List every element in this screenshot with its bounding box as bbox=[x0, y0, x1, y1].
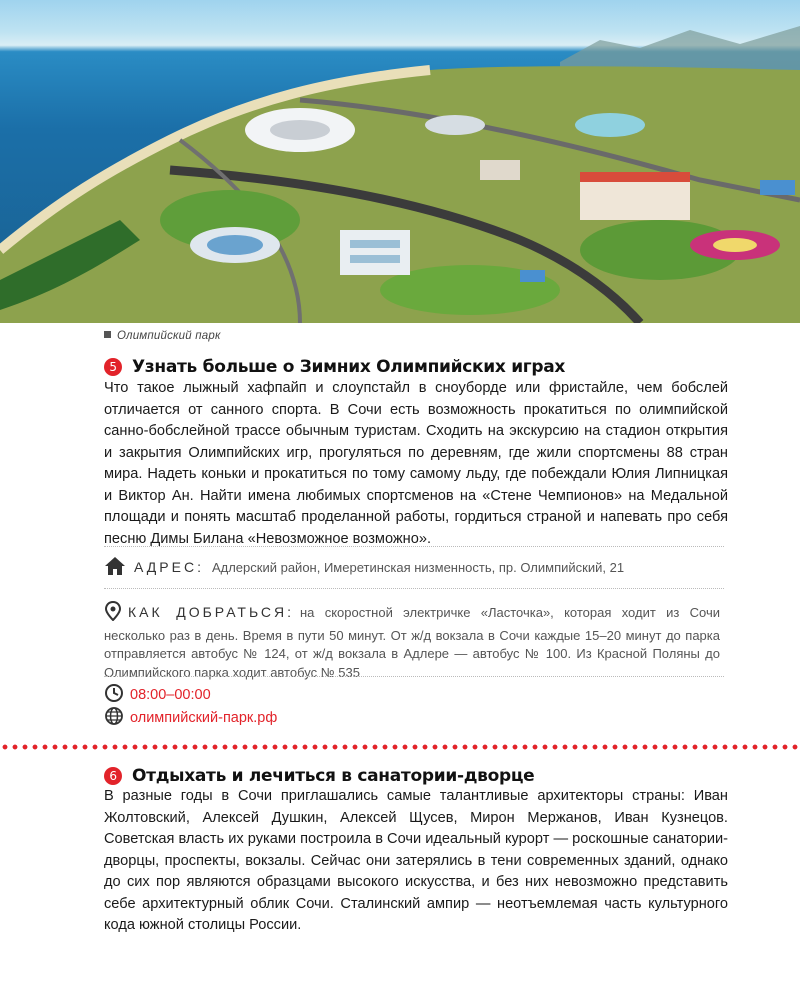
section-6-heading bbox=[104, 766, 534, 786]
hours-row bbox=[104, 683, 211, 707]
divider bbox=[104, 588, 724, 589]
section-6-number-badge: 6 bbox=[104, 767, 122, 785]
section-5-body bbox=[104, 378, 728, 550]
section-6-paragraph: В разные годы в Сочи приглашались самые талантливые архитекторы страны: Иван Жолтовский, Алексей Душкин, Алексей Щусев, Мирон Мержанов, Иван Кузнецов. Советская власть их руками построила в Сочи идеальный курорт — роскошные санатории-дворцы, проспекты, вокзалы. Сейчас они затерялись в тени современных зданий, однако до сих пор являются образцами высокого искусства, и без них невозможно представить себе архитектурный облик Сочи. Сталинский ампир — неотъемлемая часть культурного кода южной столицы России. bbox=[104, 788, 728, 933]
photo-caption bbox=[104, 330, 221, 342]
globe-icon bbox=[104, 706, 124, 730]
aerial-illustration bbox=[0, 0, 800, 323]
hours-value: 08:00–00:00 bbox=[130, 687, 211, 703]
olympic-park-photo bbox=[0, 0, 800, 323]
address-row bbox=[104, 556, 624, 579]
divider bbox=[104, 676, 724, 677]
address-label: АДРЕС: bbox=[134, 559, 204, 575]
how-label: КАК ДОБРАТЬСЯ: bbox=[128, 604, 294, 620]
section-5-title: Узнать больше о Зимних Олимпийских играх bbox=[132, 357, 566, 377]
address-value: Адлерский район, Имеретинская низменность, пр. Олимпийский, 21 bbox=[211, 560, 625, 575]
website-link[interactable]: олимпийский-парк.рф bbox=[130, 710, 278, 726]
caption-square-icon bbox=[104, 331, 111, 338]
section-5-number-badge: 5 bbox=[104, 358, 122, 376]
section-5-heading bbox=[104, 357, 565, 377]
section-6-title: Отдыхать и лечиться в санатории-дворце bbox=[132, 766, 535, 786]
dotted-section-divider bbox=[0, 743, 800, 751]
how-value: на скоростной электричке «Ласточка», которая ходит из Сочи несколько раз в день. Время в пути 50 минут. От ж/д вокзала в Сочи каждые 15–20 минут до парка отправляется автобус № 124, от ж/д вокзала в Адлере — автобус № 100. Из Красной Поляны до Олимпийского парка ходит автобус № 535 bbox=[104, 605, 720, 680]
how-to-get-block bbox=[104, 601, 720, 682]
divider bbox=[104, 546, 724, 547]
location-pin-icon bbox=[104, 601, 122, 627]
home-icon bbox=[104, 556, 126, 579]
section-6-body bbox=[104, 786, 728, 937]
section-5-paragraph: Что такое лыжный хафпайп и слоупстайл в сноуборде или фристайле, чем бобслей отличается от санного спорта. В Сочи есть возможность прокатиться по олимпийской санно-бобслейной трассе обычным туристам. Сходить на экскурсию на стадион открытия и закрытия Олимпийских игр, прогуляться по деревням, где жили спортсмены 88 стран мира. Надеть коньки и прокатиться по тому самому льду, где побеждали Юлия Липницкая и Виктор Ан. Найти имена любимых спортсменов на «Стене Чемпионов» на Медальной площади и понять масштаб проделанной работы, гордиться страной и напевать про себя песню Димы Билана «Невозможное возможно». bbox=[104, 380, 728, 547]
website-row[interactable] bbox=[104, 706, 277, 730]
caption-text: Олимпийский парк bbox=[117, 330, 221, 342]
clock-icon bbox=[104, 683, 124, 707]
